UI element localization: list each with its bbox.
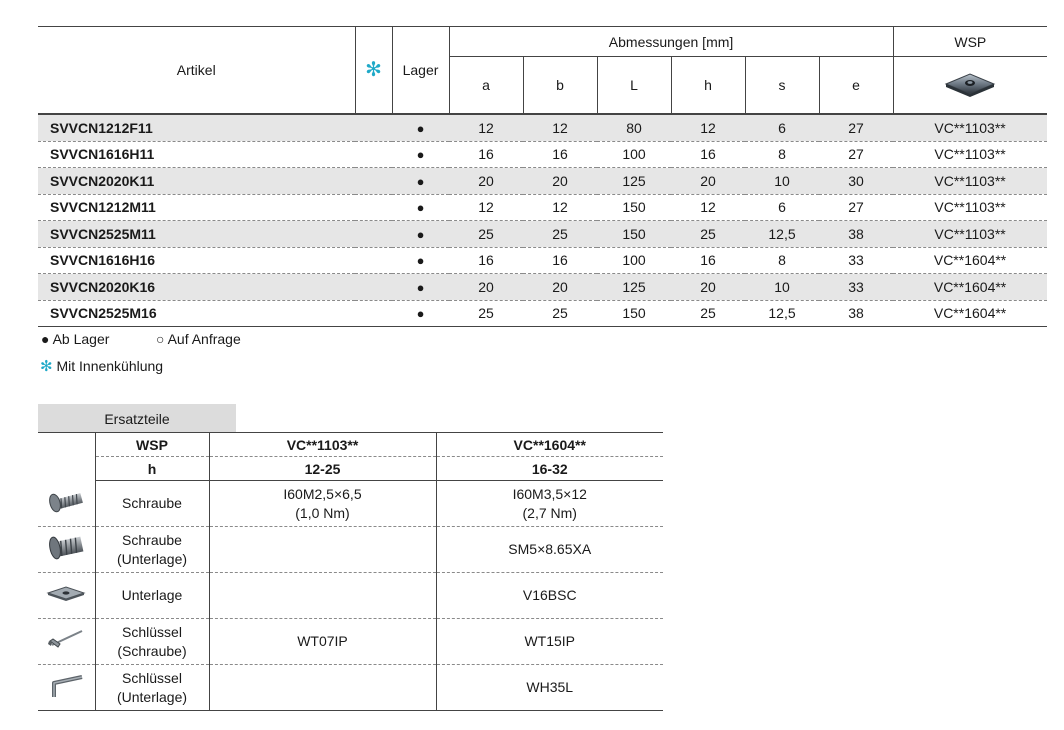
wsp-cell: VC**1103** [893, 114, 1047, 141]
cooling-cell [355, 194, 392, 221]
lager-cell [392, 114, 449, 141]
lager-cell [392, 168, 449, 195]
screw-icon [46, 501, 86, 517]
spare-parts-table [38, 432, 663, 711]
header-wsp: WSP [893, 27, 1047, 57]
spare-header-h-1604: 16-32 [436, 457, 663, 481]
dim-L-cell: 125 [597, 274, 671, 301]
dim-h-cell: 25 [671, 221, 745, 248]
header-insert-image [893, 57, 1047, 115]
dim-L-cell: 150 [597, 194, 671, 221]
dim-L-cell: 150 [597, 221, 671, 248]
stock-dot-icon: ● [416, 253, 425, 269]
product-table [38, 26, 1047, 327]
dim-a-cell: 25 [449, 221, 523, 248]
dim-b-cell: 16 [523, 247, 597, 274]
dim-e-cell: 27 [819, 114, 893, 141]
spare-header-wsp: WSP [95, 433, 209, 457]
spare-part-image [38, 665, 95, 711]
cooling-cell [355, 221, 392, 248]
dim-s-cell: 10 [745, 168, 819, 195]
wsp-cell: VC**1103** [893, 141, 1047, 168]
diamond-insert-icon [944, 71, 996, 97]
dim-a-cell: 20 [449, 274, 523, 301]
wsp-cell: VC**1103** [893, 221, 1047, 248]
coolant-icon: ✻ [40, 358, 53, 375]
spare-part-value-1103 [209, 527, 436, 573]
coolant-icon: ✻ [365, 59, 382, 81]
spare-part-value-1604: SM5×8.65XA [436, 527, 663, 573]
dim-s-cell: 6 [745, 194, 819, 221]
spare-part-value-1604: I60M3,5×12 (2,7 Nm) [436, 481, 663, 527]
spare-part-image [38, 619, 95, 665]
wsp-cell: VC**1103** [893, 194, 1047, 221]
cooling-cell [355, 141, 392, 168]
dim-h-cell: 25 [671, 300, 745, 327]
table-row [38, 168, 1047, 195]
dim-e-cell: 33 [819, 274, 893, 301]
spare-header-wsp-1103: VC**1103** [209, 433, 436, 457]
wsp-cell: VC**1103** [893, 168, 1047, 195]
dim-b-cell: 12 [523, 114, 597, 141]
dim-s-cell: 10 [745, 274, 819, 301]
table-row [38, 221, 1047, 248]
dim-L-cell: 80 [597, 114, 671, 141]
table-row [38, 194, 1047, 221]
stock-dot-icon: ● [416, 306, 425, 322]
header-dim-L: L [597, 57, 671, 115]
spare-part-name: Unterlage [95, 573, 209, 619]
dim-e-cell: 27 [819, 194, 893, 221]
dim-a-cell: 12 [449, 114, 523, 141]
spare-part-value-1103 [209, 665, 436, 711]
dim-L-cell: 100 [597, 247, 671, 274]
dim-a-cell: 16 [449, 141, 523, 168]
stock-dot-icon: ● [416, 226, 425, 242]
dim-h-cell: 20 [671, 274, 745, 301]
lager-cell [392, 300, 449, 327]
torx-key-icon [46, 638, 86, 654]
stock-dot-icon: ● [416, 200, 425, 216]
legend-innenkuehlung [40, 357, 163, 375]
artikel-cell: SVVCN2020K16 [38, 274, 355, 301]
shim-icon [46, 588, 86, 604]
spare-header-h-1103: 12-25 [209, 457, 436, 481]
table-row [38, 141, 1047, 168]
dim-s-cell: 6 [745, 114, 819, 141]
artikel-cell: SVVCN1212M11 [38, 194, 355, 221]
dim-s-cell: 12,5 [745, 300, 819, 327]
table-row [38, 300, 1047, 327]
lager-cell [392, 274, 449, 301]
stock-dot-icon: ● [416, 173, 425, 189]
dim-h-cell: 20 [671, 168, 745, 195]
dim-h-cell: 12 [671, 194, 745, 221]
spare-part-value-1103: I60M2,5×6,5 (1,0 Nm) [209, 481, 436, 527]
artikel-cell: SVVCN2525M11 [38, 221, 355, 248]
lager-cell [392, 141, 449, 168]
legend-innenkuehlung-text: Mit Innenkühlung [56, 358, 164, 374]
spare-parts-title: Ersatzteile [38, 404, 236, 432]
dim-L-cell: 125 [597, 168, 671, 195]
header-dim-a: a [449, 57, 523, 115]
wsp-cell: VC**1604** [893, 300, 1047, 327]
dim-b-cell: 20 [523, 168, 597, 195]
spare-part-value-1604: WT15IP [436, 619, 663, 665]
header-lager: Lager [392, 27, 449, 115]
spare-part-value-1604: V16BSC [436, 573, 663, 619]
dim-a-cell: 16 [449, 247, 523, 274]
dim-s-cell: 12,5 [745, 221, 819, 248]
lager-cell [392, 247, 449, 274]
spare-part-row [38, 619, 663, 665]
spare-header-h: h [95, 457, 209, 481]
spare-part-row [38, 665, 663, 711]
dim-b-cell: 12 [523, 194, 597, 221]
header-artikel: Artikel [38, 27, 355, 115]
cooling-cell [355, 114, 392, 141]
dim-a-cell: 25 [449, 300, 523, 327]
stock-dot-icon: ● [416, 120, 425, 136]
dim-s-cell: 8 [745, 141, 819, 168]
header-dim-h: h [671, 57, 745, 115]
spare-part-name: Schraube [95, 481, 209, 527]
spare-part-name: Schlüssel (Schraube) [95, 619, 209, 665]
stock-dot-icon: ● [416, 147, 425, 163]
legend-auf-anfrage: ○ Auf Anfrage [156, 331, 241, 347]
artikel-cell: SVVCN1616H16 [38, 247, 355, 274]
artikel-cell: SVVCN2525M16 [38, 300, 355, 327]
header-abmessungen: Abmessungen [mm] [449, 27, 893, 57]
lager-cell [392, 194, 449, 221]
cooling-cell [355, 274, 392, 301]
spare-part-row [38, 573, 663, 619]
spare-part-image [38, 527, 95, 573]
spare-part-image [38, 573, 95, 619]
wsp-cell: VC**1604** [893, 274, 1047, 301]
spare-part-image [38, 481, 95, 527]
spare-part-row [38, 527, 663, 573]
spare-part-row [38, 481, 663, 527]
lager-cell [392, 221, 449, 248]
dim-e-cell: 38 [819, 300, 893, 327]
header-dim-s: s [745, 57, 819, 115]
table-row [38, 274, 1047, 301]
dim-h-cell: 12 [671, 114, 745, 141]
dim-b-cell: 25 [523, 300, 597, 327]
dim-e-cell: 30 [819, 168, 893, 195]
dim-e-cell: 33 [819, 247, 893, 274]
artikel-cell: SVVCN2020K11 [38, 168, 355, 195]
table-row [38, 247, 1047, 274]
artikel-cell: SVVCN1616H11 [38, 141, 355, 168]
spare-part-value-1103: WT07IP [209, 619, 436, 665]
spare-part-name: Schraube (Unterlage) [95, 527, 209, 573]
spare-part-name: Schlüssel (Unterlage) [95, 665, 209, 711]
cooling-cell [355, 247, 392, 274]
spare-part-value-1103 [209, 573, 436, 619]
cooling-cell [355, 168, 392, 195]
dim-L-cell: 100 [597, 141, 671, 168]
dim-b-cell: 25 [523, 221, 597, 248]
dim-L-cell: 150 [597, 300, 671, 327]
legend-ab-lager: ● Ab Lager [41, 331, 110, 347]
table-row [38, 114, 1047, 141]
spare-header-wsp-1604: VC**1604** [436, 433, 663, 457]
dim-e-cell: 38 [819, 221, 893, 248]
wsp-cell: VC**1604** [893, 247, 1047, 274]
spare-part-value-1604: WH35L [436, 665, 663, 711]
dim-e-cell: 27 [819, 141, 893, 168]
dim-s-cell: 8 [745, 247, 819, 274]
dim-h-cell: 16 [671, 141, 745, 168]
dim-h-cell: 16 [671, 247, 745, 274]
stock-dot-icon: ● [416, 279, 425, 295]
shim-screw-icon [46, 549, 86, 565]
dim-b-cell: 20 [523, 274, 597, 301]
header-cooling [355, 27, 392, 115]
dim-b-cell: 16 [523, 141, 597, 168]
dim-a-cell: 20 [449, 168, 523, 195]
header-dim-b: b [523, 57, 597, 115]
dim-a-cell: 12 [449, 194, 523, 221]
hex-key-icon [46, 686, 86, 702]
header-dim-e: e [819, 57, 893, 115]
artikel-cell: SVVCN1212F11 [38, 114, 355, 141]
cooling-cell [355, 300, 392, 327]
